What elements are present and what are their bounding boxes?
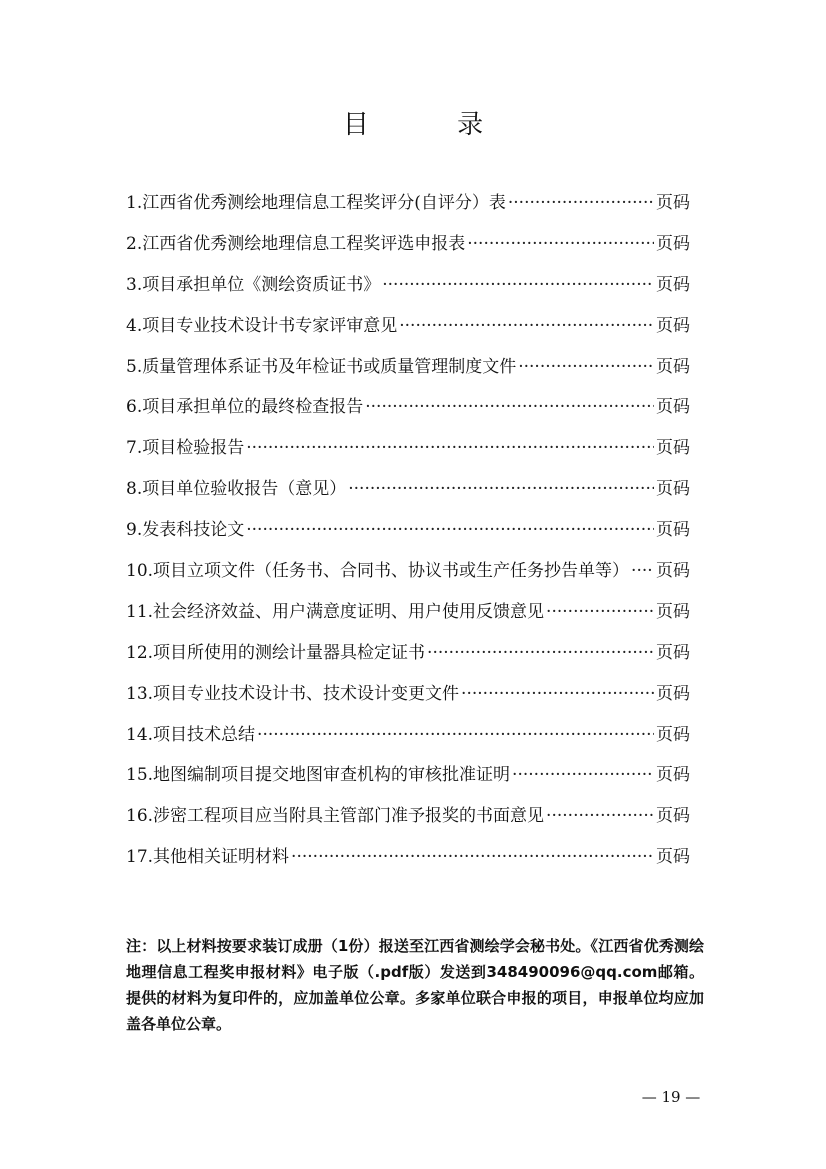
toc-leader <box>508 193 654 213</box>
toc-entry-page: 页码 <box>656 438 690 459</box>
submission-note: 注：以上材料按要求装订成册（1份）报送至江西省测绘学会秘书处。《江西省优秀测绘地理信息工程奖申报材料》电子版（.pdf版）发送到348490096@qq.com邮箱。提供的材料为复印件的，应加盖单位公章。多家单位联合申报的项目，申报单位均应加盖各单位公章。 <box>126 937 704 1033</box>
toc-entry-label: 3.项目承担单位《测绘资质证书》 <box>126 274 381 295</box>
page-title: 目 录 <box>342 110 524 140</box>
toc-entry-label: 2.江西省优秀测绘地理信息工程奖评选申报表 <box>126 233 466 254</box>
toc-leader <box>291 847 654 867</box>
toc-leader <box>365 397 654 417</box>
toc-leader <box>546 806 654 826</box>
toc-leader <box>461 684 654 704</box>
toc-entry-label: 1.江西省优秀测绘地理信息工程奖评分(自评分）表 <box>126 193 506 213</box>
toc-entry-label: 12.项目所使用的测绘计量器具检定证书 <box>126 642 426 663</box>
toc-entry <box>126 842 690 883</box>
toc-entry-page: 页码 <box>656 397 690 418</box>
toc-entry-page: 页码 <box>656 520 690 541</box>
toc-leader <box>427 643 654 663</box>
table-of-contents <box>126 188 690 883</box>
toc-entry <box>126 801 690 842</box>
toc-leader <box>631 561 654 581</box>
toc-entry-page: 页码 <box>656 806 690 827</box>
toc-entry-label: 17.其他相关证明材料 <box>126 847 290 868</box>
toc-entry <box>126 720 690 761</box>
toc-entry <box>126 638 690 679</box>
toc-entry-page: 页码 <box>656 193 690 213</box>
toc-entry <box>126 597 690 638</box>
toc-entry <box>126 188 690 229</box>
toc-entry <box>126 392 690 433</box>
toc-entry-page: 页码 <box>656 315 690 336</box>
toc-leader <box>246 438 654 458</box>
toc-entry-label: 13.项目专业技术设计书、技术设计变更文件 <box>126 683 460 704</box>
page-number: — 19 — <box>641 1088 701 1106</box>
toc-entry <box>126 556 690 597</box>
toc-leader <box>257 725 654 745</box>
toc-entry-label: 6.项目承担单位的最终检查报告 <box>126 397 364 418</box>
toc-leader <box>246 520 654 540</box>
toc-entry-label: 8.项目单位验收报告（意见） <box>126 479 347 500</box>
toc-entry <box>126 760 690 801</box>
toc-entry-page: 页码 <box>656 765 690 786</box>
toc-entry-page: 页码 <box>656 274 690 295</box>
toc-entry-page: 页码 <box>656 642 690 663</box>
toc-entry-label: 16.涉密工程项目应当附具主管部门准予报奖的书面意见 <box>126 806 545 827</box>
toc-entry-page: 页码 <box>656 233 690 254</box>
toc-entry-page: 页码 <box>656 356 690 377</box>
toc-entry-label: 10.项目立项文件（任务书、合同书、协议书或生产任务抄告单等） <box>126 561 630 582</box>
toc-entry <box>126 474 690 515</box>
toc-entry <box>126 229 690 270</box>
toc-leader <box>546 602 654 622</box>
toc-entry-page: 页码 <box>656 479 690 500</box>
toc-leader <box>518 357 654 377</box>
toc-leader <box>348 479 654 499</box>
toc-entry <box>126 433 690 474</box>
toc-entry-label: 4.项目专业技术设计书专家评审意见 <box>126 315 398 336</box>
toc-leader <box>512 765 654 785</box>
toc-entry-page: 页码 <box>656 847 690 868</box>
toc-entry-label: 11.社会经济效益、用户满意度证明、用户使用反馈意见 <box>126 601 545 622</box>
toc-entry-label: 15.地图编制项目提交地图审查机构的审核批准证明 <box>126 765 511 786</box>
toc-entry <box>126 352 690 393</box>
toc-entry <box>126 515 690 556</box>
toc-entry-label: 14.项目技术总结 <box>126 724 256 745</box>
toc-entry-label: 9.发表科技论文 <box>126 520 245 541</box>
toc-entry <box>126 311 690 352</box>
toc-entry-label: 5.质量管理体系证书及年检证书或质量管理制度文件 <box>126 356 517 377</box>
toc-leader <box>382 275 654 295</box>
toc-entry-label: 7.项目检验报告 <box>126 438 245 459</box>
toc-entry-page: 页码 <box>656 724 690 745</box>
toc-entry <box>126 270 690 311</box>
toc-entry <box>126 679 690 720</box>
toc-leader <box>399 316 654 336</box>
toc-entry-page: 页码 <box>656 561 690 582</box>
toc-entry-page: 页码 <box>656 683 690 704</box>
toc-leader <box>467 234 654 254</box>
toc-entry-page: 页码 <box>656 601 690 622</box>
